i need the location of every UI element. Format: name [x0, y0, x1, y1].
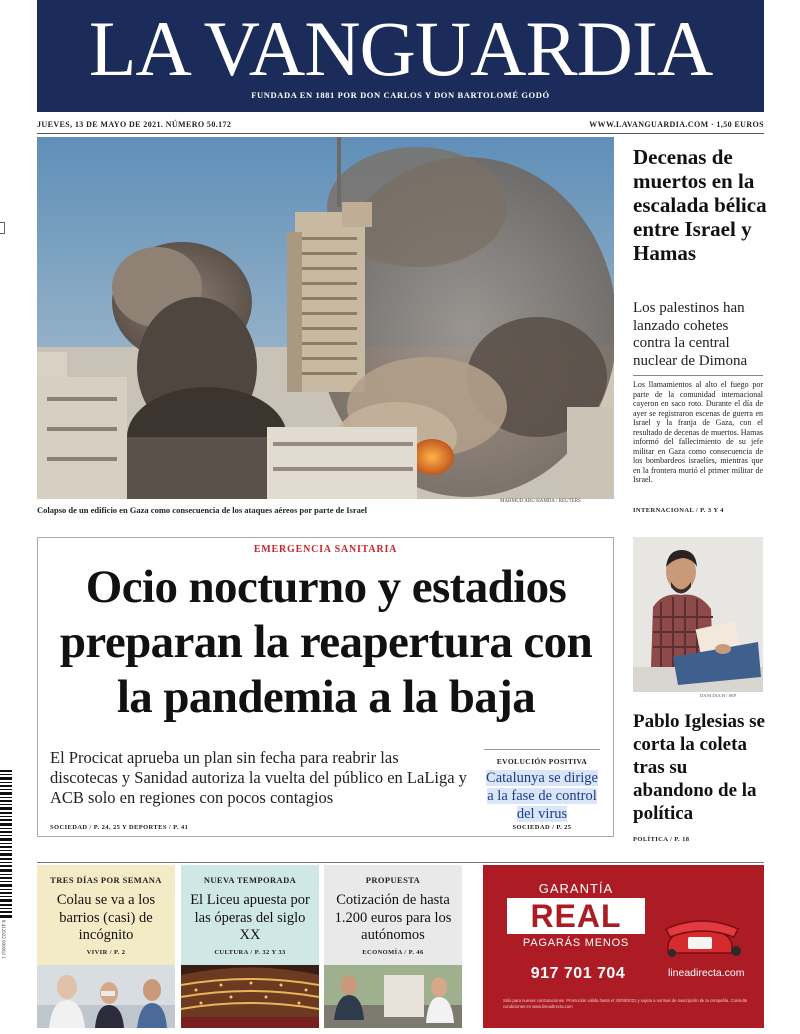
promo-card-liceu[interactable]: [181, 865, 319, 1028]
israel-story-subheadline: Los palestinos han lanzado cohetes contra la central nuclear de Dimona: [633, 300, 748, 369]
lead-photo[interactable]: [37, 137, 614, 499]
red-telephone-icon: [658, 915, 746, 960]
promo-card-colau[interactable]: [37, 865, 175, 1028]
lead-photo-caption: Colapso de un edificio en Gaza como consecuencia de los ataques aéreos por parte de Israel: [37, 505, 367, 515]
ad-real-box: [507, 898, 645, 934]
card-kicker: NUEVA TEMPORADA: [203, 875, 297, 885]
israel-story-headline[interactable]: Decenas de muertos en la escalada bélica entre Israel y Hamas: [633, 145, 767, 265]
sidebar-box-headline[interactable]: [484, 769, 600, 823]
card-section-ref: ECONOMÍA / P. 46: [362, 949, 424, 956]
israel-story-section-ref[interactable]: INTERNACIONAL / P. 3 Y 4: [633, 507, 724, 514]
card-image: [181, 965, 319, 1028]
main-story-deck: El Procicat aprueba un plan sin fecha para reabrir las discotecas y Sanidad autoriza la vuelta del público en LaLiga y ACB solo en regiones con pocos contagios: [50, 748, 467, 807]
sidebar-box-section-ref[interactable]: SOCIEDAD / P. 25: [512, 824, 572, 831]
card-kicker: PROPUESTA: [365, 875, 421, 885]
linea-directa-ad[interactable]: [483, 865, 764, 1028]
sidebar-box-kicker: EVOLUCIÓN POSITIVA: [496, 757, 588, 766]
masthead: [37, 0, 764, 112]
newspaper-founding-line: FUNDADA EN 1881 POR DON CARLOS Y DON BARTOLOMÉ GODÓ: [251, 90, 550, 100]
divider: [37, 133, 764, 134]
promo-card-autonomos[interactable]: [324, 865, 462, 1028]
workers-image: [324, 965, 462, 1028]
divider: [37, 862, 764, 863]
ad-real-text: REAL: [530, 898, 622, 934]
main-story-headline[interactable]: Ocio nocturno y estadios preparan la reapertura con la pandemia a la baja: [59, 561, 593, 723]
iglesias-photo[interactable]: [633, 537, 763, 692]
barcode-number: 8 412922 000002 1: [0, 920, 5, 959]
dateline: [37, 118, 764, 132]
man-reading-image: [633, 537, 763, 692]
sidebar-box-headline-text: Catalunya se dirige a la fase de control del virus: [486, 770, 598, 822]
card-section-ref: CULTURA / P. 32 Y 33: [214, 949, 286, 956]
main-story-section-ref[interactable]: SOCIEDAD / P. 24, 25 Y DEPORTES / P. 41: [50, 824, 189, 831]
ad-brand-url[interactable]: lineadirecta.com: [668, 967, 745, 979]
ad-guarantee-text: GARANTÍA: [538, 881, 614, 896]
israel-story-body: Los llamamientos al alto el fuego por parte de la comunidad internacional cayeron en saco roto. Durante el día de ayer se registraron escenas de guerra en Israel y la franja de Gaza, con el resultado de decenas de muertos. Hamas informó del fallecimiento de su jefe militar en Gaza como consecuencia de los bombardeos israelíes, mientras que en la frontera murió el primer militar de Israel.: [633, 380, 763, 484]
people-outdoors-image: [37, 965, 175, 1028]
iglesias-section-ref[interactable]: POLÍTICA / P. 18: [633, 836, 690, 843]
ad-fine-print: Sólo para nuevas contrataciones. Promoción válida hasta el 30/06/2021 y sujeta a normas de suscripción de la compañía. Consulte condiciones en www.lineadirecta.com: [503, 998, 748, 1009]
card-headline: El Liceu apuesta por las óperas del siglo XX: [190, 892, 310, 943]
opera-house-image: [181, 965, 319, 1028]
website-price: WWW.LAVANGUARDIA.COM · 1,50 EUROS: [589, 120, 764, 129]
divider: [484, 749, 600, 750]
photo-credit: DANI DUCH / SEP: [700, 693, 737, 698]
card-headline: Colau se va a los barrios (casi) de incógnito: [56, 892, 156, 943]
photo-credit: MAHMUD ABU HAMDA / REUTERS: [500, 499, 581, 504]
gaza-building-collapse-image: [37, 137, 614, 499]
iglesias-headline[interactable]: Pablo Iglesias se corta la coleta tras su abandono de la política: [633, 711, 765, 824]
divider: [633, 375, 763, 376]
page-edge-mark: [0, 222, 5, 234]
ad-phone-number[interactable]: 917 701 704: [530, 965, 626, 982]
card-kicker: TRES DÍAS POR SEMANA: [50, 875, 162, 885]
issue-date: JUEVES, 13 DE MAYO DE 2021. NÚMERO 50.172: [37, 120, 232, 129]
card-image: [37, 965, 175, 1028]
card-image: [324, 965, 462, 1028]
ad-tagline: PAGARÁS MENOS: [522, 937, 630, 949]
main-story-kicker: EMERGENCIA SANITARIA: [253, 544, 398, 555]
card-section-ref: VIVIR / P. 2: [86, 949, 126, 956]
card-headline: Cotización de hasta 1.200 euros para los autónomos: [334, 892, 452, 943]
newspaper-title: LA VANGUARDIA: [88, 5, 713, 92]
barcode: [0, 770, 16, 920]
